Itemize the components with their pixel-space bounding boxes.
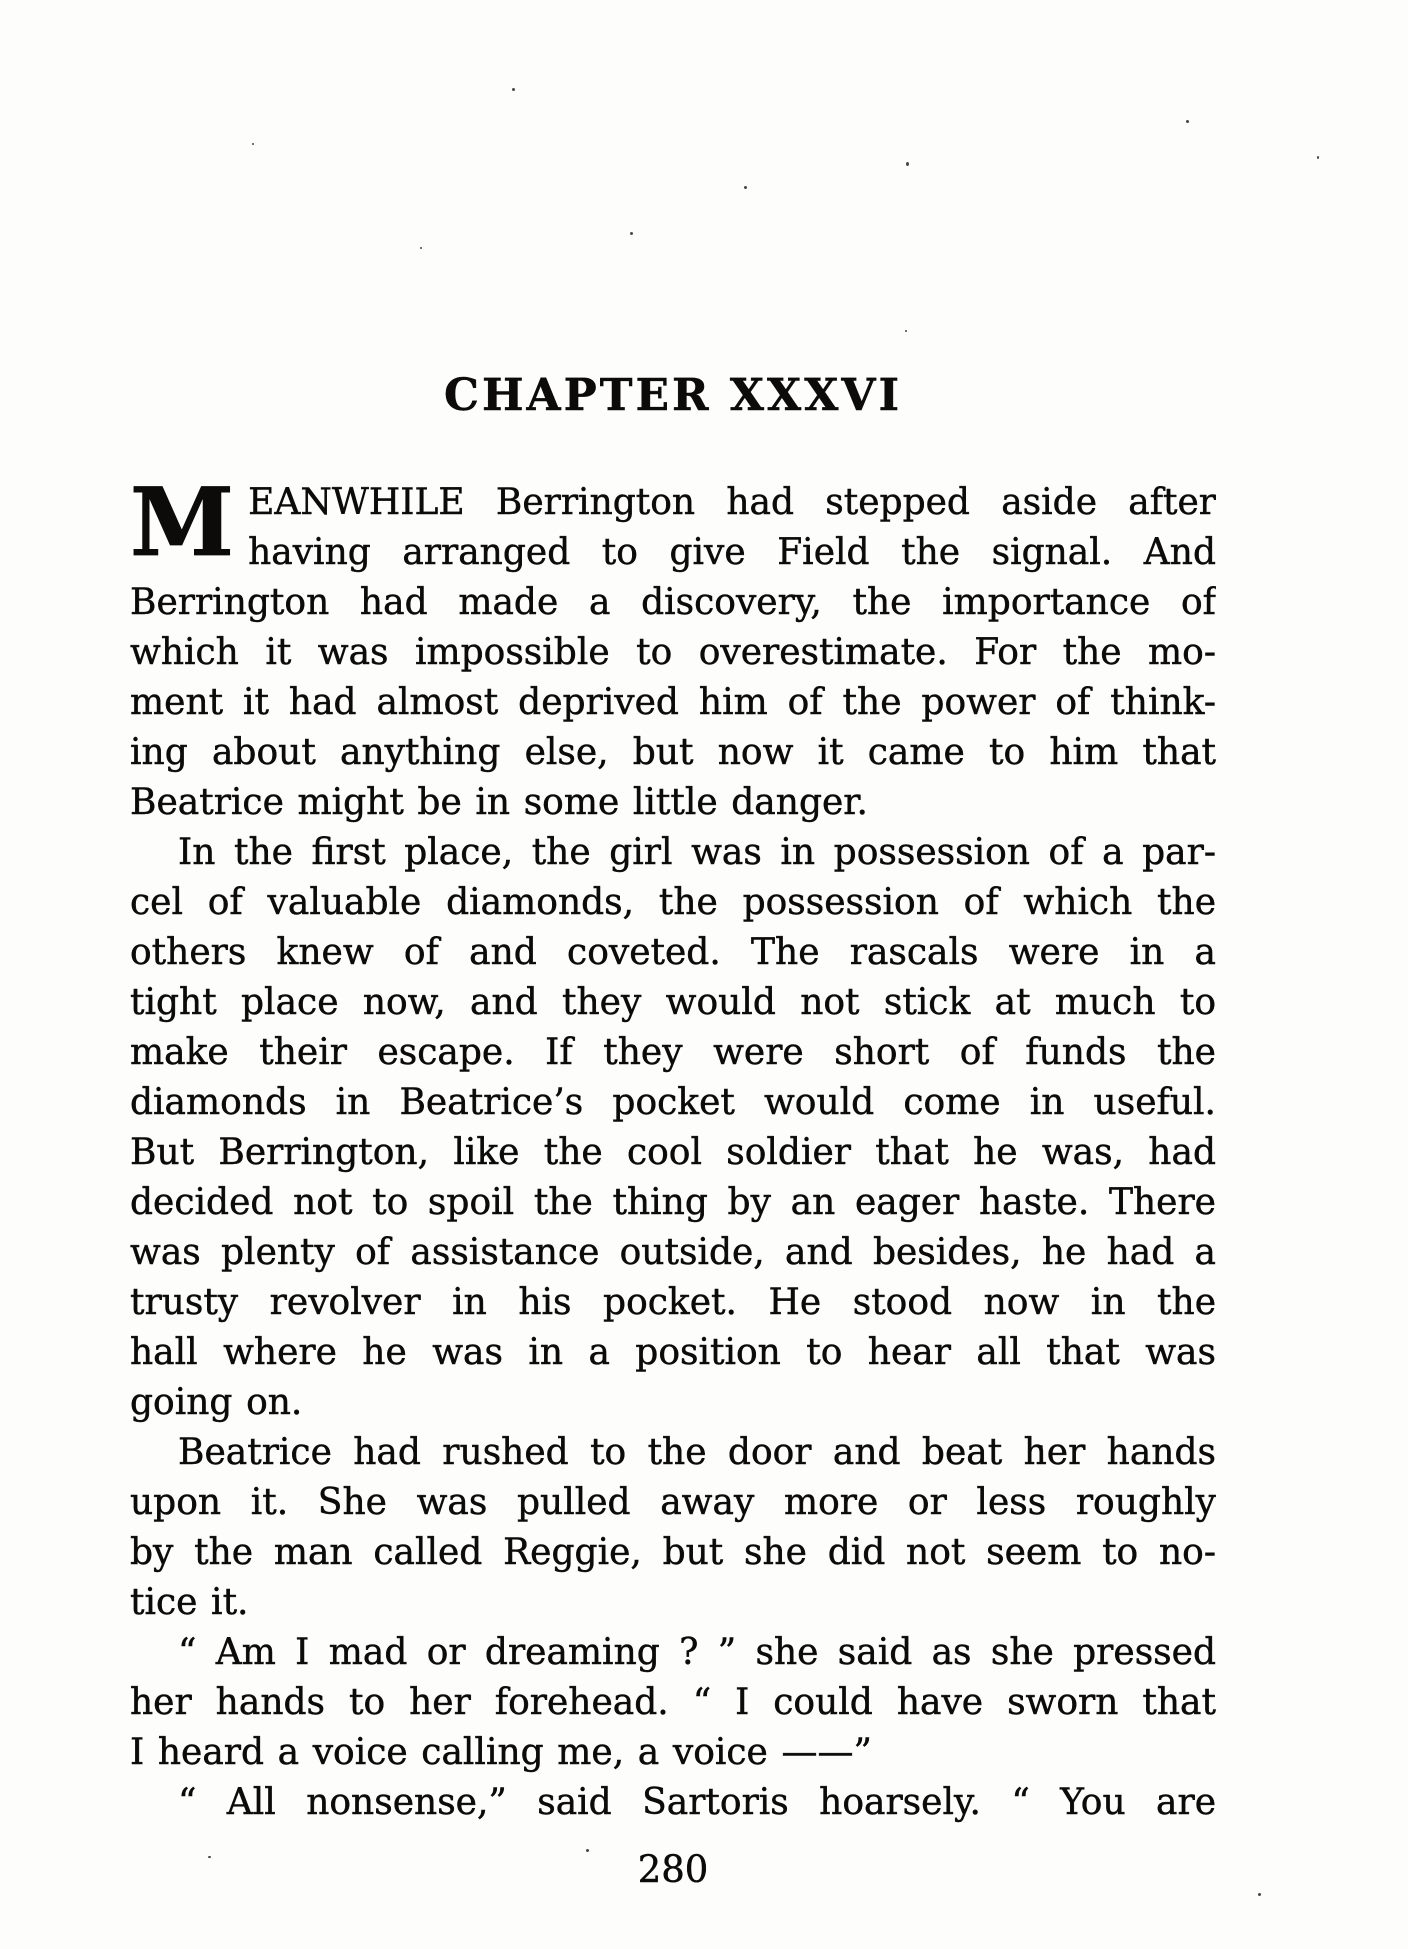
scan-speck — [906, 162, 909, 166]
scan-speck — [252, 143, 254, 145]
text-line: cel of valuable diamonds, the possession of which the — [130, 882, 1216, 923]
page-number: 280 — [637, 1848, 709, 1891]
paragraph — [130, 1628, 1216, 1778]
text-line: by the man called Reggie, but she did not seem to no- — [130, 1532, 1216, 1573]
scan-speck — [420, 247, 422, 249]
text-line: Beatrice had rushed to the door and beat her hands — [178, 1432, 1216, 1473]
text-line: diamonds in Beatrice’s pocket would come in useful. — [130, 1082, 1216, 1123]
text-line: Beatrice might be in some little danger. — [130, 782, 869, 823]
scan-speck — [512, 88, 515, 91]
paragraph — [130, 468, 1216, 828]
page-body — [130, 468, 1216, 1828]
scan-speck — [1258, 1893, 1261, 1896]
text-line: “ Am I mad or dreaming ? ” she said as she pressed — [178, 1632, 1216, 1673]
text-line: tice it. — [130, 1582, 249, 1623]
text-line: ment it had almost deprived him of the power of think- — [130, 682, 1216, 723]
text-line: But Berrington, like the cool soldier that he was, had — [130, 1132, 1216, 1173]
text-line: her hands to her forehead. “ I could have sworn that — [130, 1682, 1216, 1723]
paragraph — [130, 828, 1216, 1428]
paragraph — [130, 1778, 1216, 1828]
text-line: ing about anything else, but now it came to him that — [130, 732, 1216, 773]
text-line: hall where he was in a position to hear all that was — [130, 1332, 1216, 1373]
paragraph — [130, 1428, 1216, 1628]
scan-speck — [630, 232, 633, 235]
text-line: I heard a voice calling me, a voice ——” — [130, 1732, 872, 1773]
text-line: trusty revolver in his pocket. He stood now in the — [130, 1282, 1216, 1323]
text-line: going on. — [130, 1382, 303, 1423]
text-line: Berrington had made a discovery, the importance of — [130, 582, 1216, 623]
text-line: make their escape. If they were short of funds the — [130, 1032, 1216, 1073]
text-line: “ All nonsense,” said Sartoris hoarsely. “ You are — [178, 1782, 1216, 1823]
text-line: was plenty of assistance outside, and besides, he had a — [130, 1232, 1216, 1273]
text-line: In the first place, the girl was in possession of a par- — [178, 832, 1216, 873]
text-column — [130, 372, 1216, 1892]
text-line: having arranged to give Field the signal. And — [248, 532, 1216, 573]
text-line: which it was impossible to overestimate. For the mo- — [130, 632, 1216, 673]
scan-speck — [1186, 120, 1189, 123]
text-line: upon it. She was pulled away more or less roughly — [130, 1482, 1216, 1523]
drop-cap: M — [130, 468, 235, 578]
scan-speck — [744, 186, 747, 189]
chapter-heading: CHAPTER XXXVI — [443, 370, 903, 421]
text-line: decided not to spoil the thing by an eager haste. There — [130, 1182, 1216, 1223]
text-line: EANWHILE Berrington had stepped aside after — [248, 482, 1216, 523]
text-line: tight place now, and they would not stick at much to — [130, 982, 1216, 1023]
scan-speck — [1317, 156, 1319, 159]
text-line: others knew of and coveted. The rascals were in a — [130, 932, 1216, 973]
scan-speck — [905, 330, 907, 332]
